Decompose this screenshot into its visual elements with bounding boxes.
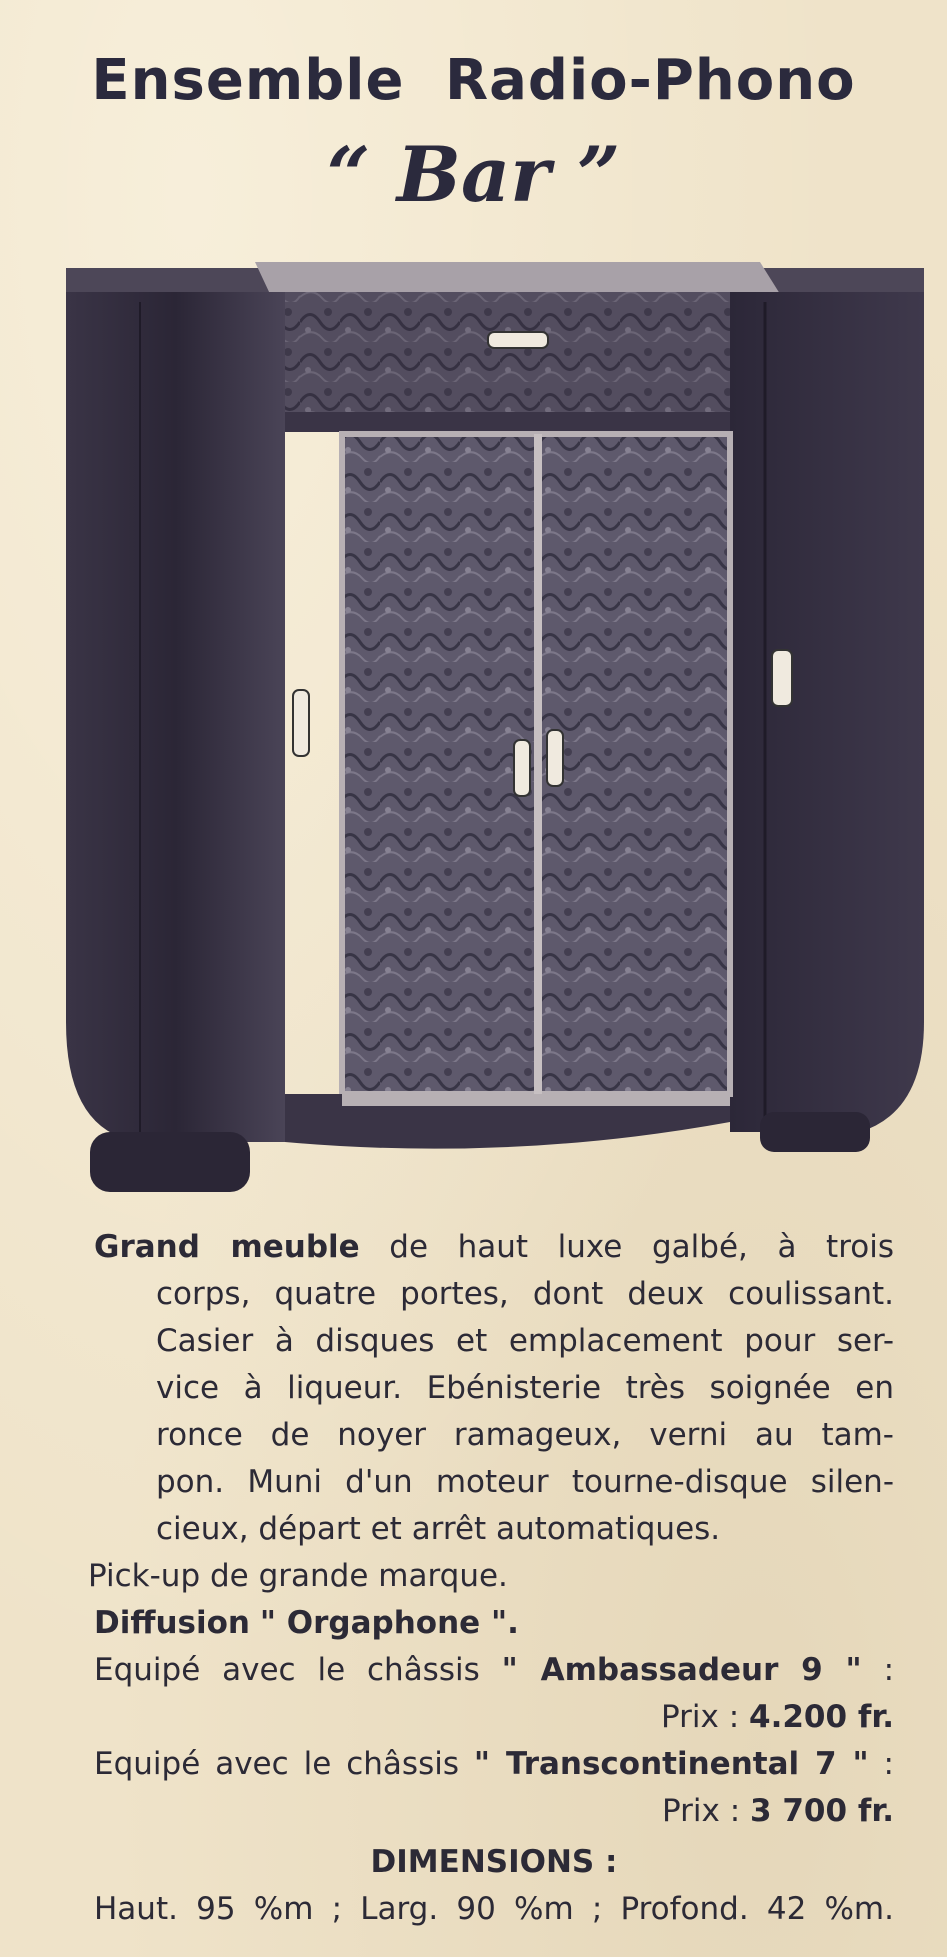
diffusion-label: Diffusion [94, 1605, 250, 1641]
radio-phono-cabinet-photo [60, 262, 930, 1202]
offer-1-chassis: " Ambassadeur 9 " [501, 1652, 862, 1688]
description-line-8: Pick-up de grande marque. [88, 1558, 508, 1594]
offer-2-price-label: Prix : [661, 1793, 741, 1829]
offer-1-line [94, 1647, 894, 1694]
offer-2-line [94, 1741, 894, 1788]
description-line-3: Casier à disques et emplacement pour ser- [156, 1323, 894, 1359]
offer-1-prefix: Equipé avec le châssis [94, 1652, 480, 1688]
offer-2-price-line [94, 1788, 894, 1835]
description-block [88, 1224, 895, 1933]
offer-1-price-line [94, 1694, 894, 1741]
description-line-5: ronce de noyer ramageux, verni au tam- [156, 1417, 894, 1453]
description-line-1 [94, 1224, 894, 1271]
description-lead: Grand meuble [94, 1229, 360, 1265]
diffusion-value: " Orgaphone ". [259, 1605, 519, 1641]
page-subtitle: “ Bar ” [326, 130, 621, 219]
dimensions-heading: DIMENSIONS : [370, 1844, 618, 1880]
description-line-4: vice à liqueur. Ebénisterie très soignée en [156, 1370, 894, 1406]
offer-2-price: 3 700 fr. [750, 1793, 894, 1829]
offer-2-chassis: " Transcontinental 7 " [473, 1746, 869, 1782]
dimensions-line: Haut. 95 %m ; Larg. 90 %m ; Profond. 42 %m. [94, 1891, 894, 1927]
offer-1-price-label: Prix : [661, 1699, 740, 1735]
offer-2-prefix: Equipé avec le châssis [94, 1746, 459, 1782]
description-line-2: corps, quatre portes, dont deux coulissant. [156, 1276, 894, 1312]
offer-1-suffix: : [883, 1652, 895, 1688]
description-line-6: pon. Muni d'un moteur tourne-disque silen- [156, 1464, 894, 1500]
description-line-7: cieux, départ et arrêt automatiques. [156, 1511, 721, 1547]
offer-2-suffix: : [883, 1746, 894, 1782]
offer-1-price: 4.200 fr. [749, 1699, 894, 1735]
diffusion-line [94, 1600, 894, 1647]
description-line-1-rest: de haut luxe galbé, à trois [389, 1229, 894, 1265]
page-title: Ensemble Radio-Phono [91, 48, 856, 113]
